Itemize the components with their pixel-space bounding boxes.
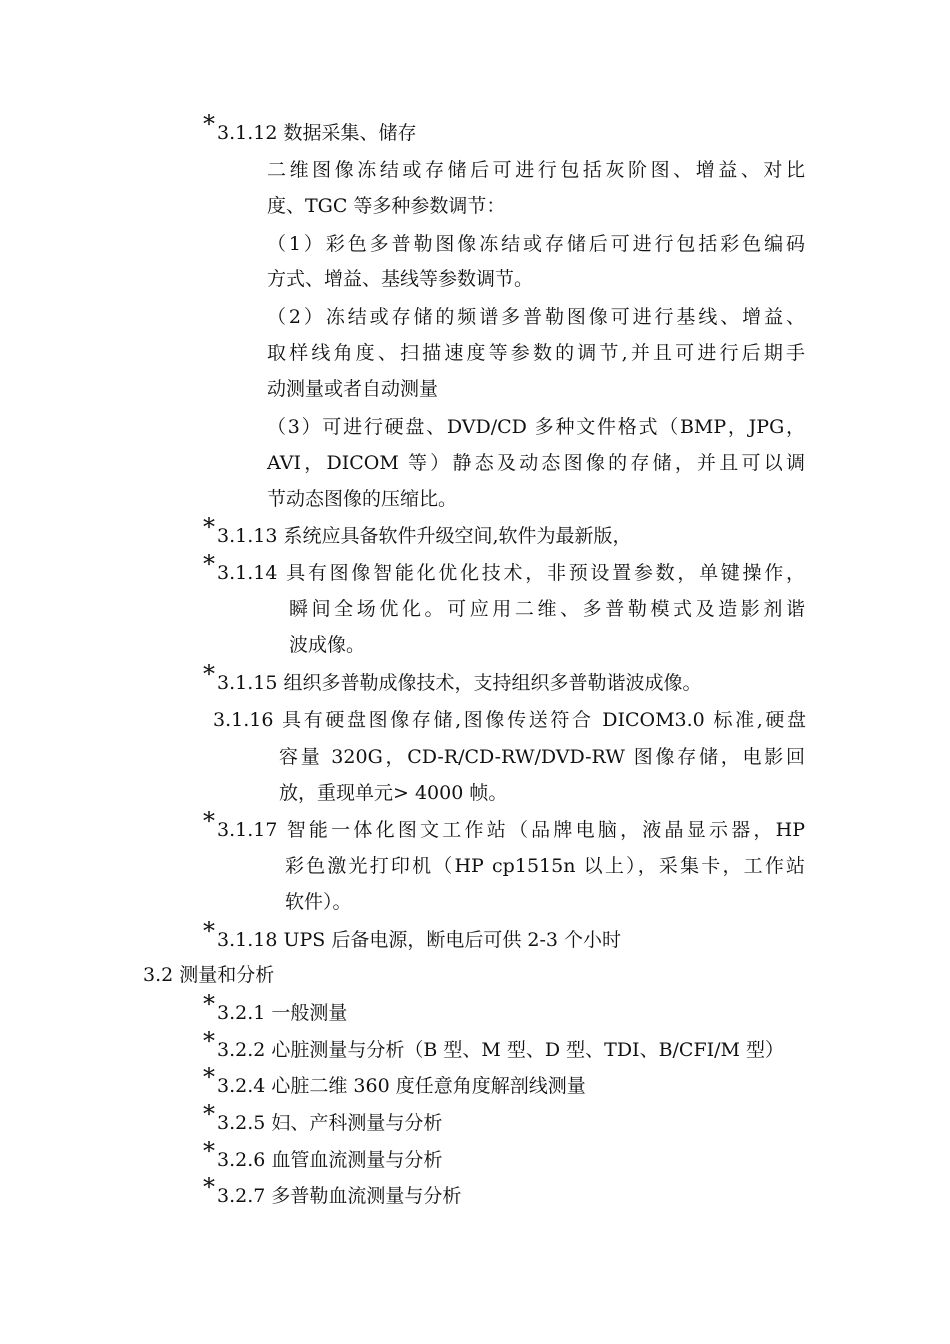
line-text: 3.2.1 一般测量 bbox=[217, 1002, 348, 1024]
line-text: 3.2 测量和分析 bbox=[143, 964, 275, 986]
line-text: 3.1.16 具有硬盘图像存储,图像传送符合 DICOM3.0 标准,硬盘 bbox=[213, 709, 806, 731]
line-text: AVI，DICOM 等）静态及动态图像的存储，并且可以调 bbox=[267, 452, 805, 474]
text-line bbox=[289, 633, 379, 657]
line-text: 二维图像冻结或存储后可进行包括灰阶图、增益、对比 bbox=[267, 159, 805, 181]
text-line bbox=[203, 1063, 627, 1098]
line-text: 3.1.17 智能一体化图文工作站（品牌电脑，液晶显示器，HP bbox=[217, 819, 805, 841]
asterisk-mark: * bbox=[203, 990, 215, 1018]
asterisk-mark: * bbox=[203, 1027, 215, 1055]
text-line bbox=[289, 597, 805, 621]
text-line bbox=[267, 487, 497, 511]
line-text: 节动态图像的压缩比。 bbox=[267, 488, 458, 510]
text-line bbox=[203, 1100, 472, 1135]
line-text: 放，重现单元> 4000 帧。 bbox=[279, 782, 508, 804]
line-text: 取样线角度、扫描速度等参数的调节,并且可进行后期手 bbox=[267, 342, 805, 364]
line-text: 3.2.2 心脏测量与分析（B 型、M 型、D 型、TDI、B/CFI/M 型） bbox=[217, 1039, 785, 1061]
line-text: （3）可进行硬盘、DVD/CD 多种文件格式（BMP，JPG， bbox=[267, 416, 805, 438]
line-text: 3.1.14 具有图像智能化优化技术，非预设置参数，单键操作， bbox=[217, 562, 805, 584]
text-line bbox=[203, 807, 805, 842]
line-text: 3.2.7 多普勒血流测量与分析 bbox=[217, 1185, 462, 1207]
text-line bbox=[213, 708, 806, 732]
line-text: 软件）。 bbox=[285, 891, 352, 913]
line-text: 度、TGC 等多种参数调节： bbox=[267, 195, 506, 217]
text-line bbox=[267, 415, 805, 439]
text-line bbox=[267, 341, 805, 365]
text-line bbox=[279, 781, 539, 805]
line-text: 容量 320G，CD-R/CD-RW/DVD-RW 图像存储，电影回 bbox=[279, 746, 805, 768]
line-text: 瞬间全场优化。可应用二维、多普勒模式及造影剂谐 bbox=[289, 598, 805, 620]
text-line bbox=[267, 305, 805, 329]
line-text: 3.1.18 UPS 后备电源，断电后可供 2-3 个小时 bbox=[217, 929, 622, 951]
line-text: 3.2.5 妇、产科测量与分析 bbox=[217, 1112, 443, 1134]
text-line bbox=[203, 1027, 807, 1062]
text-line bbox=[203, 917, 677, 952]
asterisk-mark: * bbox=[203, 660, 215, 688]
line-text: 动测量或者自动测量 bbox=[267, 378, 439, 400]
line-text: 3.1.13 系统应具备软件升级空间,软件为最新版， bbox=[217, 525, 632, 547]
line-text: 3.1.12 数据采集、储存 bbox=[217, 122, 417, 144]
asterisk-mark: * bbox=[203, 917, 215, 945]
text-line bbox=[267, 377, 477, 401]
text-line bbox=[203, 990, 367, 1025]
text-line bbox=[279, 745, 805, 769]
text-line bbox=[143, 963, 323, 987]
text-line bbox=[285, 854, 805, 878]
asterisk-mark: * bbox=[203, 1063, 215, 1091]
line-text: 3.1.15 组织多普勒成像技术，支持组织多普勒谐波成像。 bbox=[217, 672, 702, 694]
line-text: （1）彩色多普勒图像冻结或存储后可进行包括彩色编码 bbox=[267, 233, 805, 255]
line-text: 3.2.4 心脏二维 360 度任意角度解剖线测量 bbox=[217, 1075, 586, 1097]
asterisk-mark: * bbox=[203, 513, 215, 541]
line-text: 3.2.6 血管血流测量与分析 bbox=[217, 1149, 443, 1171]
asterisk-mark: * bbox=[203, 807, 215, 835]
asterisk-mark: * bbox=[203, 1173, 215, 1201]
text-line bbox=[203, 550, 805, 585]
text-line bbox=[267, 194, 537, 218]
line-text: 彩色激光打印机（HP cp1515n 以上），采集卡，工作站 bbox=[285, 855, 805, 877]
asterisk-mark: * bbox=[203, 550, 215, 578]
asterisk-mark: * bbox=[203, 1100, 215, 1128]
text-line bbox=[267, 451, 805, 475]
asterisk-mark: * bbox=[203, 1137, 215, 1165]
line-text: 方式、增益、基线等参数调节。 bbox=[267, 268, 534, 290]
text-line bbox=[203, 1173, 492, 1208]
line-text: （2）冻结或存储的频谱多普勒图像可进行基线、增益、 bbox=[267, 306, 805, 328]
asterisk-mark: * bbox=[203, 110, 215, 138]
text-line bbox=[203, 1137, 472, 1172]
text-line bbox=[267, 158, 805, 182]
text-line bbox=[267, 232, 805, 256]
text-line bbox=[203, 513, 697, 548]
text-line bbox=[203, 110, 447, 145]
text-line bbox=[285, 890, 375, 914]
line-text: 波成像。 bbox=[289, 634, 366, 656]
text-line bbox=[203, 660, 777, 695]
text-line bbox=[267, 267, 577, 291]
